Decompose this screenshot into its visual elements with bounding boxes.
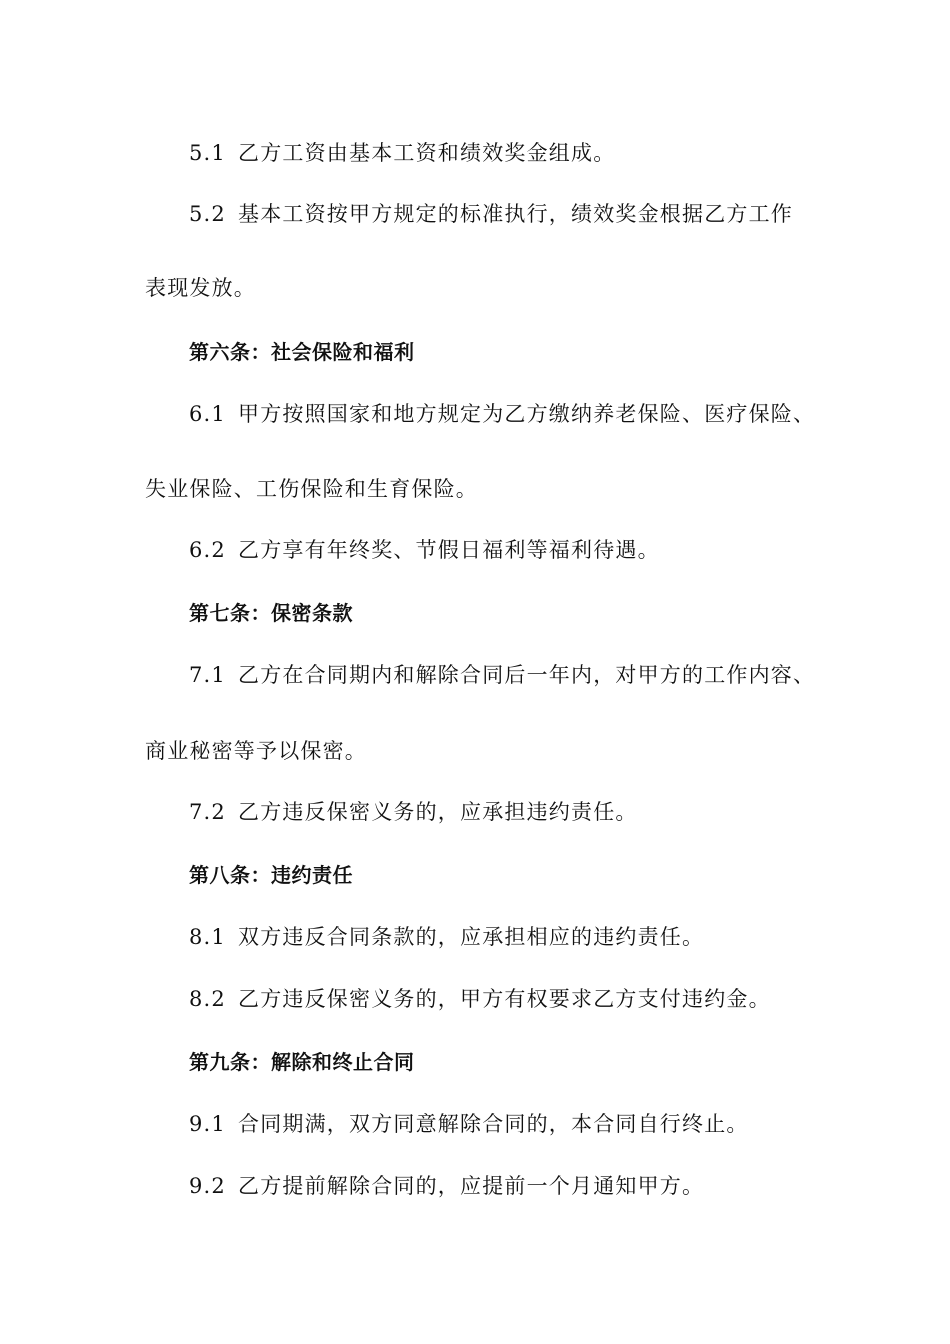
clause-number: 7.1 (189, 663, 226, 687)
clause-text: 乙方工资由基本工资和绩效奖金组成。 (238, 141, 616, 165)
section-heading-7: 第七条：保密条款 (189, 601, 353, 625)
clause-text: 乙方享有年终奖、节假日福利等福利待遇。 (238, 538, 660, 562)
clause-number: 6.1 (189, 402, 226, 426)
clause-7-1 (189, 661, 815, 689)
clause-5-2-continuation: 表现发放。 (145, 276, 256, 300)
clause-8-2 (189, 985, 771, 1013)
clause-text: 甲方按照国家和地方规定为乙方缴纳养老保险、医疗保险、 (238, 402, 816, 426)
clause-number: 7.2 (189, 800, 226, 824)
section-heading-6: 第六条：社会保险和福利 (189, 340, 415, 364)
clause-9-1 (189, 1110, 749, 1138)
section-heading-9: 第九条：解除和终止合同 (189, 1050, 415, 1074)
clause-text: 基本工资按甲方规定的标准执行，绩效奖金根据乙方工作 (238, 202, 793, 226)
clause-9-2 (189, 1172, 704, 1200)
clause-6-2 (189, 536, 660, 564)
clause-text: 乙方在合同期内和解除合同后一年内，对甲方的工作内容、 (238, 663, 816, 687)
clause-7-1-continuation: 商业秘密等予以保密。 (145, 739, 367, 763)
clause-6-1-continuation: 失业保险、工伤保险和生育保险。 (145, 477, 478, 501)
clause-text: 乙方提前解除合同的，应提前一个月通知甲方。 (238, 1174, 705, 1198)
clause-text: 乙方违反保密义务的，应承担违约责任。 (238, 800, 638, 824)
clause-text: 合同期满，双方同意解除合同的，本合同自行终止。 (238, 1112, 749, 1136)
clause-6-1 (189, 400, 815, 428)
section-heading-8: 第八条：违约责任 (189, 863, 353, 887)
clause-number: 8.2 (189, 987, 226, 1011)
clause-text: 双方违反合同条款的，应承担相应的违约责任。 (238, 925, 705, 949)
clause-5-1 (189, 139, 615, 167)
clause-text: 乙方违反保密义务的，甲方有权要求乙方支付违约金。 (238, 987, 771, 1011)
clause-number: 5.1 (189, 141, 226, 165)
clause-number: 6.2 (189, 538, 226, 562)
clause-7-2 (189, 798, 638, 826)
clause-number: 9.1 (189, 1112, 226, 1136)
clause-number: 8.1 (189, 925, 226, 949)
clause-5-2 (189, 200, 793, 228)
clause-number: 9.2 (189, 1174, 226, 1198)
clause-number: 5.2 (189, 202, 226, 226)
clause-8-1 (189, 923, 704, 951)
